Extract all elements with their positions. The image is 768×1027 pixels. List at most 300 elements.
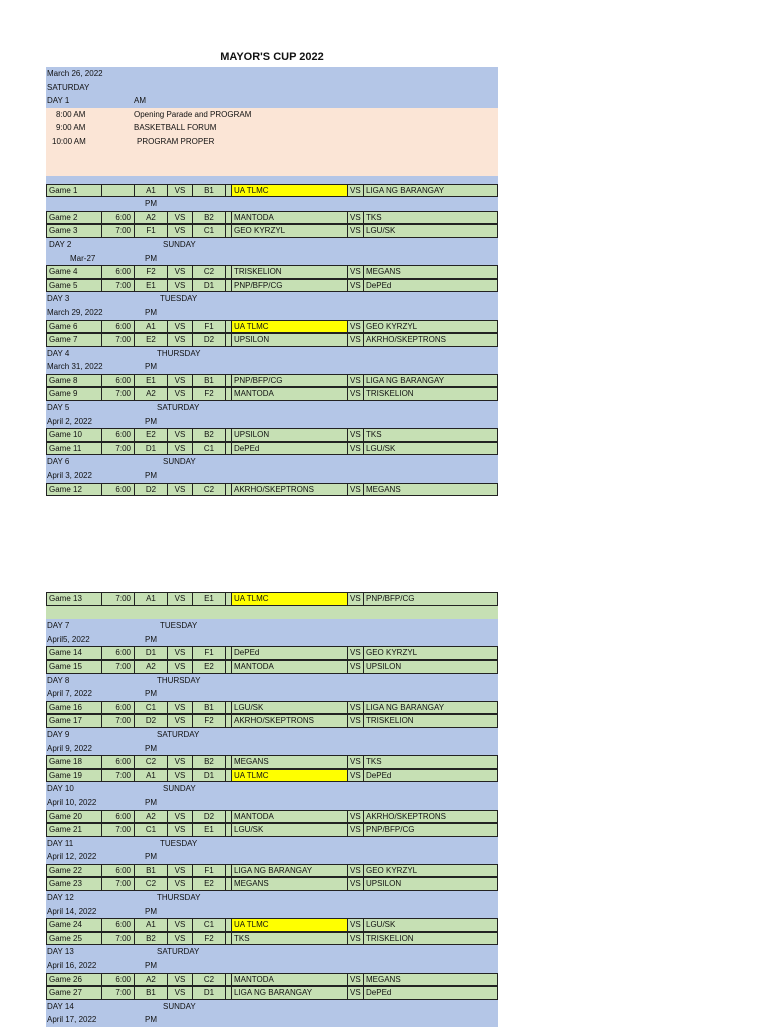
game-row [46,755,498,769]
vs-label: VS [348,212,364,224]
vs-label: VS [348,702,364,714]
weekday-text: SUNDAY [163,457,196,467]
vs-label: VS [168,919,193,931]
seed-b: D1 [193,280,226,292]
seed-a: D2 [135,715,168,727]
pm-label: PM [145,1015,157,1025]
day-text: DAY 14 [47,1001,74,1011]
pm-label: PM [145,689,157,699]
day-text: DAY 6 [47,457,70,467]
team-a: LGU/SK [232,824,348,836]
team-b: LGU/SK [366,226,396,236]
day-text: DAY 9 [47,729,70,739]
team-a: MANTODA [232,212,348,224]
game-time: 7:00 [102,933,135,945]
date-text: March 26, 2022 [47,69,103,78]
seed-b: B2 [193,429,226,441]
program-spacer [46,149,498,176]
team-b: LGU/SK [366,920,396,930]
game-label: Game 7 [47,334,102,346]
date-text: April 14, 2022 [47,906,97,916]
weekday-text: TUESDAY [160,838,198,848]
game-time: 6:00 [102,919,135,931]
date-text: April 16, 2022 [47,961,97,971]
program-event: Opening Parade and PROGRAM [134,109,252,119]
date-row [46,742,498,756]
game-label: Game 24 [47,919,102,931]
game-row [46,986,498,1000]
seed-b: F2 [193,933,226,945]
team-b: LIGA NG BARANGAY [366,375,445,385]
game-row [46,483,498,497]
weekday-text: SUNDAY [163,784,196,794]
game-label: Game 18 [47,756,102,768]
seed-a: D1 [135,647,168,659]
seed-a: C1 [135,702,168,714]
spacer-row [46,176,498,184]
date-row [46,687,498,701]
game-label: Game 2 [47,212,102,224]
vs-label: VS [348,429,364,441]
game-time: 6:00 [102,212,135,224]
vs-label: VS [168,824,193,836]
game-time: 6:00 [102,266,135,278]
team-a: LIGA NG BARANGAY [232,865,348,877]
game-time: 6:00 [102,865,135,877]
game-label: Game 17 [47,715,102,727]
vs-label: VS [168,770,193,782]
date-row [46,360,498,374]
game-label: Game 13 [47,593,102,605]
seed-b: C2 [193,974,226,986]
day-text: DAY 3 [47,294,70,304]
vs-label: VS [348,375,364,387]
vs-label: VS [348,974,364,986]
program-row [46,121,498,135]
program-time: 9:00 AM [56,123,86,133]
game-row [46,646,498,660]
weekday-text: THURSDAY [157,893,201,903]
vs-label: VS [348,266,364,278]
vs-label: VS [348,715,364,727]
seed-b: D2 [193,811,226,823]
team-a: MEGANS [232,878,348,890]
vs-label: VS [168,484,193,496]
team-b: PNP/BFP/CG [366,594,415,603]
game-row [46,973,498,987]
date-row [46,796,498,810]
game-label: Game 10 [47,429,102,441]
game-time: 6:00 [102,974,135,986]
vs-label: VS [348,443,364,455]
vs-label: VS [348,865,364,877]
game-row [46,877,498,891]
date-row [46,959,498,973]
game-time: 7:00 [102,987,135,999]
game-label: Game 23 [47,878,102,890]
game-time: 7:00 [102,878,135,890]
spacer-row [46,606,498,620]
team-a: LIGA NG BARANGAY [232,987,348,999]
game-row [46,714,498,728]
vs-label: VS [348,593,364,605]
game-label: Game 12 [47,484,102,496]
team-a: AKRHO/SKEPTRONS [232,484,348,496]
game-label: Game 27 [47,987,102,999]
team-b: MEGANS [366,267,401,277]
weekday-text: SATURDAY [47,82,90,92]
team-b: MEGANS [366,974,401,984]
game-row [46,428,498,442]
seed-b: F1 [193,865,226,877]
game-time: 6:00 [102,647,135,659]
team-b: TKS [366,430,382,440]
vs-label: VS [168,987,193,999]
vs-label: VS [348,878,364,890]
pm-label: PM [145,307,157,317]
day-row [46,401,498,415]
date-text: April 10, 2022 [47,797,97,807]
vs-label: VS [168,212,193,224]
vs-label: VS [168,715,193,727]
seed-b: E2 [193,661,226,673]
game-label: Game 22 [47,865,102,877]
game-label: Game 1 [47,185,102,197]
game-time: 6:00 [102,484,135,496]
game-row [46,592,498,606]
game-label: Game 16 [47,702,102,714]
game-label: Game 15 [47,661,102,673]
game-time: 7:00 [102,770,135,782]
day-row [46,238,498,252]
team-a: MANTODA [232,661,348,673]
game-row [46,864,498,878]
date-row [46,67,498,81]
seed-a: F2 [135,266,168,278]
weekday-text: SUNDAY [163,239,196,249]
seed-b: F2 [193,388,226,400]
team-a: UA TLMC [232,593,348,605]
team-a: MEGANS [232,756,348,768]
vs-label: VS [348,770,364,782]
day-row [46,945,498,959]
vs-label: VS [168,865,193,877]
game-time [102,185,135,197]
seed-a: F1 [135,225,168,237]
vs-label: VS [168,429,193,441]
team-b: MEGANS [366,484,401,494]
game-row [46,769,498,783]
seed-b: C2 [193,266,226,278]
team-b: UPSILON [366,879,402,889]
day-row [46,837,498,851]
team-b: GEO KYRZYL [366,321,418,331]
team-a: UA TLMC [232,321,348,333]
date-text: March 29, 2022 [47,307,103,317]
date-text: April5, 2022 [47,634,90,644]
game-time: 7:00 [102,334,135,346]
date-text: April 12, 2022 [47,852,97,862]
game-row [46,932,498,946]
team-a: TKS [232,933,348,945]
vs-label: VS [348,484,364,496]
weekday-row [46,81,498,95]
game-label: Game 6 [47,321,102,333]
team-b: LIGA NG BARANGAY [366,702,445,712]
day-text: DAY 13 [47,947,74,957]
game-row [46,224,498,238]
team-a: TRISKELION [232,266,348,278]
team-b: DePEd [366,770,392,780]
date-row [46,415,498,429]
team-b: UPSILON [366,661,402,671]
game-row [46,320,498,334]
vs-label: VS [168,375,193,387]
day-row [46,891,498,905]
day-text: DAY 1 [47,96,70,106]
game-row [46,333,498,347]
team-b: GEO KYRZYL [366,865,418,875]
team-a: DePEd [232,647,348,659]
team-a: PNP/BFP/CG [232,280,348,292]
vs-label: VS [168,321,193,333]
page-title: MAYOR'S CUP 2022 [220,51,324,63]
vs-label: VS [348,647,364,659]
program-event: BASKETBALL FORUM [134,123,217,133]
game-row [46,701,498,715]
vs-label: VS [348,919,364,931]
team-b: AKRHO/SKEPTRONS [366,811,447,821]
game-label: Game 8 [47,375,102,387]
day-text: DAY 10 [47,784,74,794]
vs-label: VS [168,933,193,945]
team-b: LIGA NG BARANGAY [366,185,445,195]
day-text: DAY 5 [47,403,70,413]
day-row [46,728,498,742]
date-row [46,306,498,320]
game-label: Game 26 [47,974,102,986]
seed-a: D2 [135,484,168,496]
program-event: PROGRAM PROPER [137,136,215,146]
game-row [46,184,498,198]
game-label: Game 3 [47,225,102,237]
vs-label: VS [348,280,364,292]
pm-label: PM [145,634,157,644]
program-time: 10:00 AM [52,136,86,146]
weekday-text: THURSDAY [157,675,201,685]
pm-label: PM [145,199,157,209]
seed-a: E1 [135,280,168,292]
seed-a: E2 [135,334,168,346]
vs-label: VS [348,334,364,346]
game-time: 6:00 [102,756,135,768]
seed-b: B1 [193,375,226,387]
date-row [46,469,498,483]
team-b: DePEd [366,280,392,290]
day-row [46,94,498,108]
period-row [46,197,498,211]
weekday-text: SATURDAY [157,947,200,957]
seed-a: E1 [135,375,168,387]
seed-a: A2 [135,388,168,400]
game-label: Game 4 [47,266,102,278]
seed-a: A2 [135,661,168,673]
pm-label: PM [145,797,157,807]
schedule-table [46,67,498,496]
vs-label: VS [168,334,193,346]
pm-label: PM [145,362,157,372]
seed-b: F1 [193,647,226,659]
vs-label: VS [168,593,193,605]
team-a: MANTODA [232,388,348,400]
vs-label: VS [168,974,193,986]
team-a: PNP/BFP/CG [232,375,348,387]
vs-label: VS [168,647,193,659]
day-text: DAY 4 [47,348,70,358]
game-label: Game 11 [47,443,102,455]
game-time: 6:00 [102,811,135,823]
team-a: UPSILON [232,429,348,441]
game-time: 7:00 [102,225,135,237]
team-a: LGU/SK [232,702,348,714]
team-b: DePEd [366,988,392,998]
game-label: Game 19 [47,770,102,782]
weekday-text: TUESDAY [160,294,198,304]
day-row [46,782,498,796]
pm-label: PM [145,253,157,263]
seed-a: B1 [135,865,168,877]
schedule-table-continued [46,592,498,1027]
seed-b: F1 [193,321,226,333]
seed-a: A1 [135,770,168,782]
seed-a: C2 [135,756,168,768]
seed-a: C2 [135,878,168,890]
game-time: 7:00 [102,661,135,673]
game-row [46,810,498,824]
seed-a: A1 [135,593,168,605]
game-time: 6:00 [102,321,135,333]
game-row [46,374,498,388]
seed-b: C1 [193,919,226,931]
team-b: TKS [366,757,382,767]
vs-label: VS [348,756,364,768]
team-a: UA TLMC [232,770,348,782]
seed-a: D1 [135,443,168,455]
team-a: UA TLMC [232,919,348,931]
seed-a: A1 [135,919,168,931]
team-a: AKRHO/SKEPTRONS [232,715,348,727]
vs-label: VS [168,756,193,768]
day-row [46,674,498,688]
game-label: Game 20 [47,811,102,823]
program-time: 8:00 AM [56,109,86,119]
game-label: Game 21 [47,824,102,836]
game-label: Game 25 [47,933,102,945]
seed-a: E2 [135,429,168,441]
vs-label: VS [348,933,364,945]
weekday-text: SATURDAY [157,729,200,739]
game-row [46,211,498,225]
vs-label: VS [348,987,364,999]
weekday-text: SATURDAY [157,403,200,413]
pm-label: PM [145,852,157,862]
game-time: 6:00 [102,429,135,441]
date-row [46,1013,498,1027]
pm-label: PM [145,416,157,426]
vs-label: VS [168,388,193,400]
team-b: TRISKELION [366,933,414,943]
team-a: MANTODA [232,974,348,986]
seed-a: A1 [135,321,168,333]
program-row [46,108,498,122]
game-time: 6:00 [102,375,135,387]
day-text: DAY 7 [47,621,70,631]
vs-label: VS [348,811,364,823]
vs-label: VS [348,661,364,673]
game-time: 6:00 [102,702,135,714]
vs-label: VS [168,443,193,455]
game-row [46,265,498,279]
game-time: 7:00 [102,715,135,727]
team-b: LGU/SK [366,443,396,453]
game-row [46,918,498,932]
day-row [46,347,498,361]
team-a: DePEd [232,443,348,455]
team-b: AKRHO/SKEPTRONS [366,335,447,345]
weekday-text: TUESDAY [160,621,198,631]
date-row [46,905,498,919]
game-time: 7:00 [102,388,135,400]
day-text: DAY 2 [49,239,72,249]
day-row [46,1000,498,1014]
seed-b: C2 [193,484,226,496]
vs-label: VS [168,702,193,714]
date-text: March 31, 2022 [47,362,103,372]
seed-b: E1 [193,824,226,836]
seed-b: F2 [193,715,226,727]
game-label: Game 14 [47,647,102,659]
day-text: DAY 8 [47,675,70,685]
seed-a: B1 [135,987,168,999]
seed-a: C1 [135,824,168,836]
game-row [46,823,498,837]
day-row [46,619,498,633]
pm-label: PM [145,906,157,916]
vs-label: VS [348,824,364,836]
vs-label: VS [348,225,364,237]
seed-b: B2 [193,212,226,224]
seed-b: B1 [193,185,226,197]
seed-b: E1 [193,593,226,605]
day-row [46,455,498,469]
vs-label: VS [168,878,193,890]
game-row [46,442,498,456]
team-a: UA TLMC [232,185,348,197]
vs-label: VS [168,185,193,197]
team-b: GEO KYRZYL [366,648,418,658]
seed-b: D1 [193,987,226,999]
seed-a: A2 [135,212,168,224]
seed-b: E2 [193,878,226,890]
seed-b: D1 [193,770,226,782]
weekday-text: SUNDAY [163,1001,196,1011]
game-row [46,387,498,401]
game-row [46,660,498,674]
date-text: April 3, 2022 [47,471,92,481]
team-b: TRISKELION [366,389,414,399]
date-row [46,850,498,864]
date-text: April 17, 2022 [47,1015,97,1025]
